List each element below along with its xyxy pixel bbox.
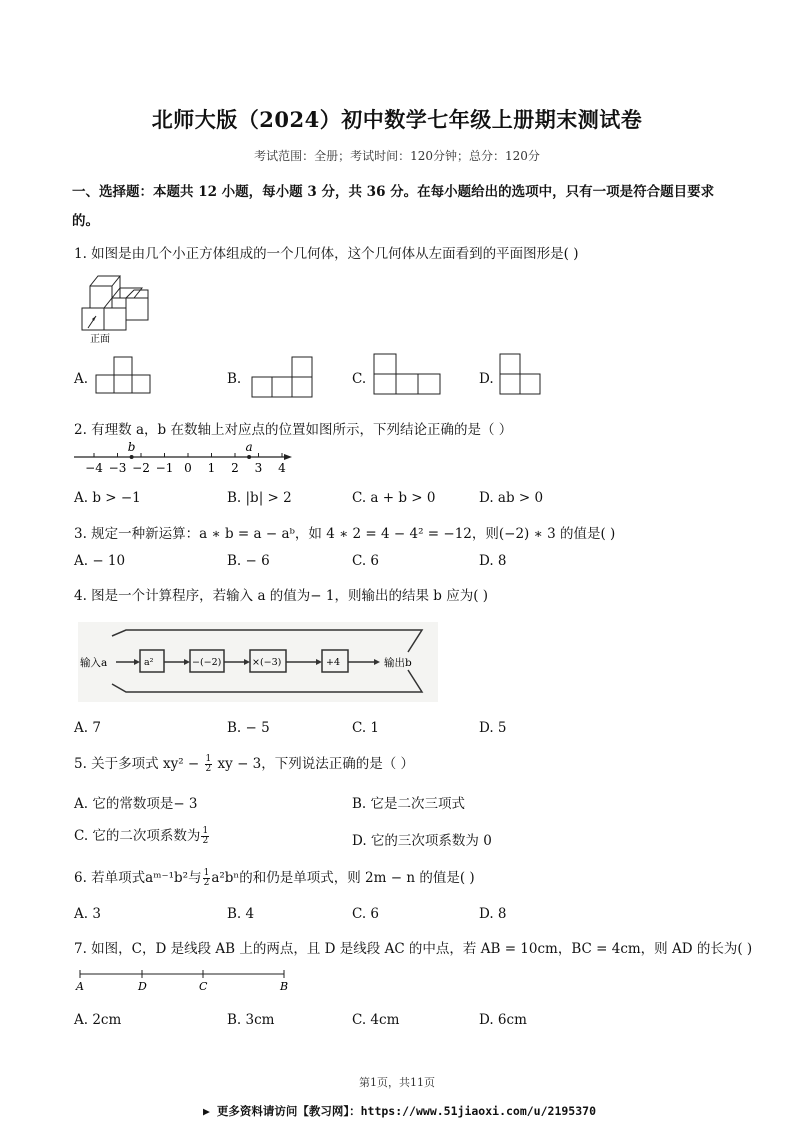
q2-point-b-label: b (127, 440, 136, 454)
q4-option-c[interactable]: C. 1 (352, 720, 380, 736)
q5-stem (74, 752, 414, 774)
q4-stem: 4. 图是一个计算程序，若输入 a 的值为− 1，则输出的结果 b 应为( ) (74, 588, 489, 604)
q2-point-a-label: a (245, 440, 253, 454)
q7-label-b: B (280, 980, 289, 993)
q2-point-a (247, 455, 251, 459)
q5-option-c[interactable]: C. 它的二次项系数为 $\frac{1}{2}$ (74, 826, 209, 846)
q6-stem-pre: 6. 若单项式aᵐ⁻¹b²与 (74, 870, 202, 886)
q4-option-a[interactable]: A. 7 (74, 720, 101, 736)
section-heading-line2: 的。 (72, 213, 99, 229)
q2-tick-label: 2 (231, 461, 239, 475)
q7-stem: 7. 如图，C，D 是线段 AB 上的两点，且 D 是线段 AC 的中点，若 AB = 10cm，BC = 4cm，则 AD 的长为( ) (74, 941, 753, 957)
q7-label-d: D (138, 980, 147, 993)
q7-option-c[interactable]: C. 4cm (352, 1012, 400, 1028)
q1-option-d-figure (498, 352, 548, 396)
q1-option-b[interactable]: B. (227, 371, 242, 387)
q3-option-c[interactable]: C. 6 (352, 553, 380, 569)
q6-fraction: $\frac{1}{2}$ (203, 868, 210, 888)
q1-option-b-figure (248, 355, 320, 399)
q6-option-d[interactable]: D. 8 (479, 906, 507, 922)
q5-option-a[interactable]: A. 它的常数项是− 3 (74, 796, 198, 812)
q4-option-d[interactable]: D. 5 (479, 720, 507, 736)
q1-option-c[interactable]: C. (352, 371, 367, 387)
q1-option-d[interactable]: D. (479, 371, 494, 387)
q6-option-c[interactable]: C. 6 (352, 906, 380, 922)
q7-option-b[interactable]: B. 3cm (227, 1012, 275, 1028)
q6-option-b[interactable]: B. 4 (227, 906, 255, 922)
q7-segment-figure (76, 966, 296, 996)
q2-option-b[interactable]: B. |b| > 2 (227, 490, 292, 506)
q4-option-b[interactable]: B. − 5 (227, 720, 270, 736)
q2-tick-label: −2 (132, 461, 150, 475)
q2-tick-label: −1 (155, 461, 174, 475)
q1-front-label: 正面 (90, 334, 110, 345)
q4-step-4: +4 (326, 657, 341, 668)
q1-solid-figure (78, 268, 158, 346)
q4-step-1: a² (144, 657, 154, 668)
q5-stem-post: xy − 3，下列说法正确的是（ ） (217, 756, 415, 772)
q7-label-c: C (199, 980, 208, 993)
exam-info: 考试范围：全册；考试时间：120分钟；总分：120分 (254, 149, 540, 163)
q2-tick-label: 4 (278, 461, 286, 475)
q2-tick-label: −3 (108, 461, 127, 475)
q2-tick-label: 0 (184, 461, 192, 475)
q5-option-c-fraction: $\frac{1}{2}$ (202, 826, 209, 846)
q3-option-d[interactable]: D. 8 (479, 553, 507, 569)
q5-option-d[interactable]: D. 它的三次项系数为 0 (352, 833, 492, 849)
q2-option-d[interactable]: D. ab > 0 (479, 490, 544, 506)
page-title: 北师大版（2024）初中数学七年级上册期末测试卷 (151, 107, 643, 132)
q6-stem (74, 866, 475, 888)
q7-option-a[interactable]: A. 2cm (74, 1012, 122, 1028)
q5-fraction: $\frac{1}{2}$ (205, 754, 212, 774)
q2-tick-label: −4 (85, 461, 103, 475)
q3-option-a[interactable]: A. − 10 (74, 553, 126, 569)
q6-stem-post: a²bⁿ的和仍是单项式，则 2m − n 的值是( ) (211, 870, 475, 886)
q1-option-c-figure (372, 352, 444, 396)
q4-flowchart (78, 622, 438, 702)
q7-option-d[interactable]: D. 6cm (479, 1012, 527, 1028)
resource-link[interactable]: ▶ 更多资料请访问【教习网】：https://www.51jiaoxi.com/u/2195370 (203, 1104, 596, 1118)
section-heading-line1: 一、选择题：本题共 12 小题，每小题 3 分，共 36 分。在每小题给出的选项中，只有一项是符合题目要求 (72, 184, 715, 200)
q4-input-label: 输入a (80, 657, 108, 669)
q2-stem: 2. 有理数 a，b 在数轴上对应点的位置如图所示，下列结论正确的是（ ） (74, 422, 513, 438)
q2-option-a[interactable]: A. b > −1 (74, 490, 141, 506)
page-number: 第1页，共11页 (359, 1076, 435, 1089)
q6-option-a[interactable]: A. 3 (74, 906, 101, 922)
q1-option-a-figure (96, 355, 168, 399)
q2-option-c[interactable]: C. a + b > 0 (352, 490, 436, 506)
q2-point-b (130, 455, 134, 459)
q2-axis-arrow (284, 454, 292, 460)
q1-stem: 1. 如图是由几个小正方体组成的一个几何体，这个几何体从左面看到的平面图形是( ) (74, 246, 579, 262)
q4-step-3: ×(−3) (252, 657, 282, 668)
q1-option-a[interactable]: A. (74, 371, 89, 387)
q4-output-label: 输出b (384, 657, 412, 669)
q5-stem-pre: 5. 关于多项式 xy² − (74, 756, 200, 772)
q2-tick-label: 3 (254, 461, 263, 475)
q7-label-a: A (76, 980, 84, 993)
q3-stem: 3. 规定一种新运算：a ∗ b = a − aᵇ，如 4 ∗ 2 = 4 − 4² = −12，则(−2) ∗ 3 的值是( ) (74, 526, 616, 542)
q2-tick-label: 1 (207, 461, 216, 475)
q3-option-b[interactable]: B. − 6 (227, 553, 270, 569)
q4-step-2: −(−2) (192, 657, 222, 668)
q2-number-line (72, 440, 302, 480)
q5-option-b[interactable]: B. 它是二次三项式 (352, 796, 466, 812)
